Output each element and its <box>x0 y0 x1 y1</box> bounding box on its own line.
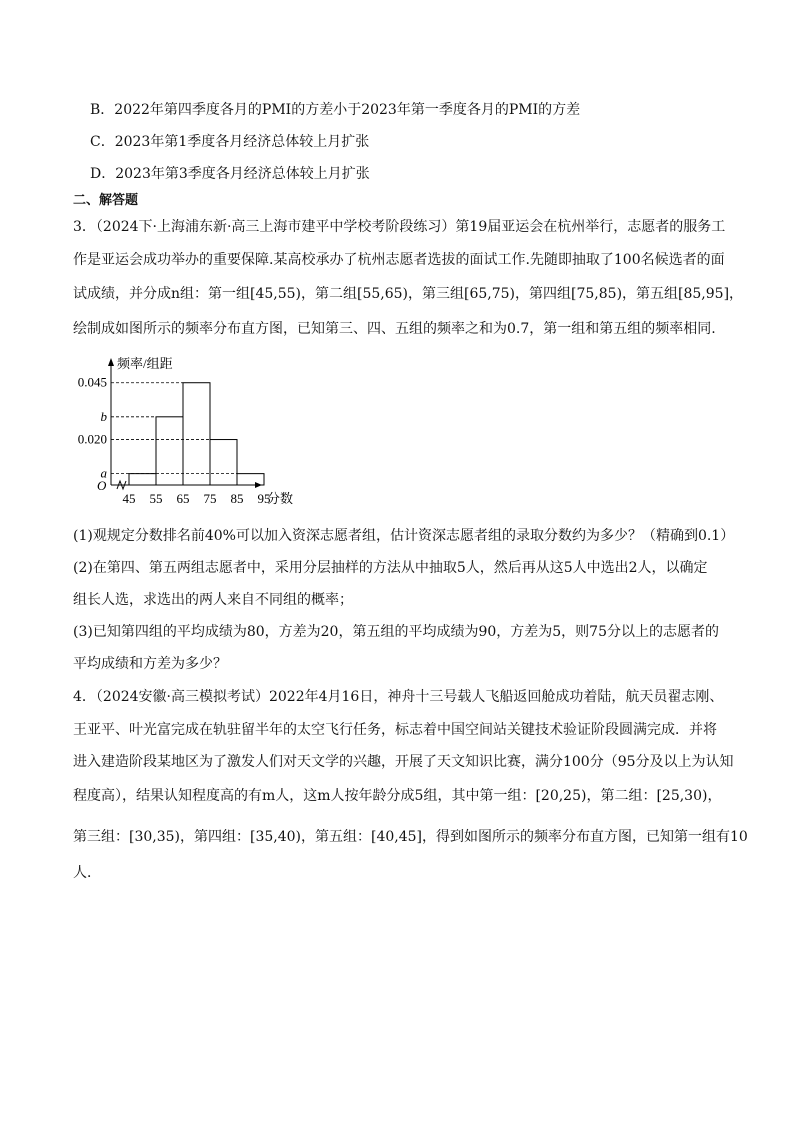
y-axis-arrow <box>108 358 114 366</box>
q3-sub2-line1: (2)在第四、第五两组志愿者中，采用分层抽样的方法从中抽取5人，然后再从这5人中选出2人，以确定 <box>73 560 708 576</box>
section-title: 二、解答题 <box>73 193 139 208</box>
q3-line-3: 试成绩，并分成n组：第一组[45,55)，第二组[55,65)，第三组[65,75)，第四组[75,85)，第五组[85,95]， <box>73 286 744 302</box>
q4-line-5: 第三组：[30,35)，第四组：[35,40)，第五组：[40,45]，得到如图所示的频率分布直方图，已知第一组有10 <box>73 829 748 845</box>
q4-line-1: 4．（2024安徽·高三模拟考试）2022年4月16日，神舟十三号载人飞船返回舱成功着陆，航天员翟志刚、 <box>73 689 724 705</box>
x-tick-label: 45 <box>122 491 136 506</box>
q3-sub2-line2: 组长人选，求选出的两人来自不同组的概率； <box>73 592 353 608</box>
histogram-chart <box>70 350 300 515</box>
histogram-bar <box>129 474 156 485</box>
x-tick-label: 95 <box>257 491 271 506</box>
q4-line-4: 程度高），结果认知程度高的有m人，这m人按年龄分成5组，其中第一组：[20,25)，第二组：[25,30)， <box>73 788 722 804</box>
x-tick-label: 85 <box>230 491 244 506</box>
q3-line-2: 作是亚运会成功举办的重要保障.某高校承办了杭州志愿者选拔的面试工作.先随即抽取了100名候选者的面 <box>73 252 725 268</box>
option-c: C．2023年第1季度各月经济总体较上月扩张 <box>90 134 370 150</box>
q3-sub3-line2: 平均成绩和方差为多少？ <box>73 656 227 672</box>
q4-line-3: 进入建造阶段某地区为了激发人们对天文学的兴趣，开展了天文知识比赛，满分100分（95分及以上为认知 <box>73 754 734 770</box>
option-d: D．2023年第3季度各月经济总体较上月扩张 <box>90 166 370 182</box>
x-tick-label: 75 <box>203 491 217 506</box>
histogram-bar <box>237 474 264 485</box>
q3-line-4: 绘制成如图所示的频率分布直方图，已知第三、四、五组的频率之和为0.7，第一组和第五组的频率相同. <box>73 321 716 337</box>
y-tick-label: 0.045 <box>77 374 107 390</box>
histogram-bar <box>183 383 210 485</box>
option-b: B．2022年第四季度各月的PMI的方差小于2023年第一季度各月的PMI的方差 <box>90 102 581 118</box>
q4-line-2: 王亚平、叶光富完成在轨驻留半年的太空飞行任务，标志着中国空间站关键技术验证阶段圆满完成．并将 <box>73 722 717 738</box>
y-tick-label: 0.020 <box>77 431 107 447</box>
y-axis-label: 频率/组距 <box>117 356 173 371</box>
q4-line-6: 人． <box>73 865 101 881</box>
x-tick-label: 65 <box>176 491 190 506</box>
q3-sub1: (1)观规定分数排名前40%可以加入资深志愿者组，估计资深志愿者组的录取分数约为多少？（精确到0.1） <box>73 528 735 544</box>
origin-label: O <box>97 478 107 493</box>
x-axis-label: 分数 <box>267 491 294 506</box>
histogram-bar <box>210 440 237 485</box>
q3-sub3-line1: (3)已知第四组的平均成绩为80，方差为20，第五组的平均成绩为90，方差为5，则75分以上的志愿者的 <box>73 624 719 640</box>
histogram-figure <box>70 350 300 519</box>
y-tick-label: b <box>100 408 107 424</box>
y-tick-label: a <box>100 465 107 481</box>
q3-line-1: 3．（2024下·上海浦东新·高三上海市建平中学校考阶段练习）第19届亚运会在杭州举行，志愿者的服务工 <box>73 219 726 235</box>
x-tick-label: 55 <box>149 491 163 506</box>
histogram-bar <box>156 417 183 485</box>
axis-break-mark <box>117 481 126 489</box>
